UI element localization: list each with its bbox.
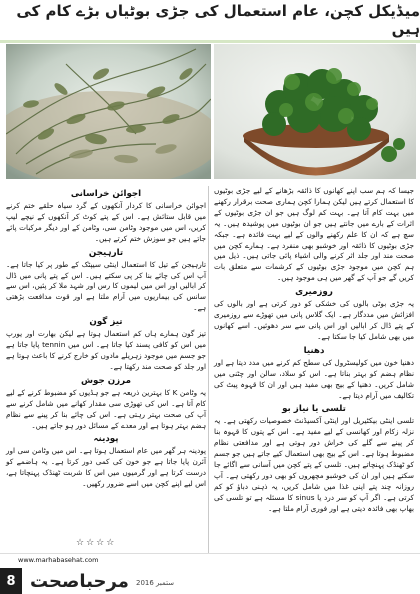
website-url[interactable]: www.marhabasehat.com	[18, 556, 99, 564]
heading-parsley: اجوائن خراسانی	[70, 189, 142, 199]
column-divider	[208, 186, 209, 554]
article-column-left	[6, 186, 206, 552]
intro-paragraph: جیسا کہ ہم سب اپنے کھانوں کا ذائقہ بڑھانے کے لیے جڑی بوٹیوں کا استعمال کرتے ہیں لیکن ہمارا کچن ہماری صحت برقرار رکھنے میں بہت کام آتا ہے۔ بہت کم لوگ ہیں جو ان جڑی بوٹیوں کے اثرات کے بارے میں جانتے ہیں جو ان بوٹیوں میں پوشیدہ ہیں۔ یہ سچ ہے کہ ان کا علم رکھنے والوں کے لیے بہت فائدہ ہے۔ جبکہ جڑی بوٹیوں کا ذائقہ اور خوشبو بھی منفرد ہے۔ ہمارے کچن میں صحت مند اور جلد اثر کرنے والی اشیاء پائی جاتی ہیں۔ ذیل میں ہم کچن میں موجود جڑی بوٹیوں کے کرشمات سے متعلق بات کریں گے جو آپ کے گھر میں ہی موجود ہیں۔	[214, 186, 414, 283]
mint-paragraph: پودینہ ہر گھر میں عام استعمال ہوتا ہے۔ اس میں وٹامن سی اور آئرن پایا جاتا ہے جو خون کی کمی دور کرتا ہے۔ یہ ہاضمے کو درست کرتا ہے اور گرمیوں میں اس کا شربت ٹھنڈک پہنچاتا ہے، اس لیے اپنے کچن میں اسے ضرور رکھیں۔	[6, 446, 206, 489]
fresh-parsley-photo	[214, 44, 416, 179]
marjoram-paragraph: یہ وٹامن K کا بہترین ذریعہ ہے جو ہڈیوں کو مضبوط کرنے کے لیے کام آتا ہے۔ اس کی تھوڑی سی مقدار کھانے میں شامل کرنے سے آپ کی صحت بہتر رہتی ہے۔ اس کی چائے بنا کر پینے سے نظام ہضم بہتر ہوتا ہے اور معدے کے مسائل دور ہو جاتے ہیں۔	[6, 387, 206, 430]
article-column-right	[214, 186, 414, 552]
article-title: میڈیکل کچن، عام استعمال کی جڑی بوٹیاں بڑے کام کی ہیں	[16, 2, 420, 38]
parsley-paragraph: اجوائن خراسانی کا کردار آنکھوں کے گرد سیاہ حلقے ختم کرنے میں قابل ستائش ہے۔ اس کے پتے کوٹ کر آنکھوں کے نیچے لیپ کریں، اس میں موجود وٹامن سی، وٹامن کے اور دیگر مرکبات پائے جاتے ہیں جو سوزش ختم کرتے ہیں۔	[6, 201, 206, 243]
heading-mint: پودینہ	[93, 434, 119, 445]
end-ornament: ☆☆☆☆	[76, 538, 117, 548]
title-rule	[0, 40, 420, 43]
tarragon-paragraph: تارہیجن کے تیل کا استعمال اینٹی سیپٹک کے طور پر کیا جاتا ہے۔ آپ اس کی چائے بنا کر پی سکتے ہیں۔ اس کے پتے پانی میں ڈال کر ابالیں اور اس میں لیموں کا رس اور شہد ملا کر پئیں، اس سے سانس کی بیماریوں میں آرام ملتا ہے اور قوت مدافعت بڑھتی ہے۔	[6, 259, 206, 313]
heading-marjoram: مرزن جوش	[81, 375, 131, 386]
page-footer	[0, 568, 420, 594]
coriander-paragraph: دھنیا خون میں کولیسٹرول کی سطح کم کرنے میں مدد دیتا ہے اور نظام ہضم کو بہتر بناتا ہے۔ اس کو سلاد، سالن اور چٹنی میں شامل کریں۔ دھنیا کے بیج بھی مفید ہیں اور ان کا قہوہ پیٹ کی تکالیف میں آرام دیتا ہے۔	[214, 357, 414, 400]
footer-rule	[0, 553, 420, 554]
issue-date: 2016 ستمبر	[136, 579, 175, 587]
basil-paragraph: تلسی اینٹی بیکٹیریل اور اینٹی آکسیڈنٹ خصوصیات رکھتی ہے۔ یہ نزلہ زکام اور کھانسی کے لیے مفید ہے۔ اس کے پتوں کا قہوہ بنا کر پینے سے گلے کی خراش دور ہوتی ہے اور مدافعتی نظام مضبوط ہوتا ہے۔ اس کے بیج بھی استعمال کیے جاتے ہیں جو جسم کو ٹھنڈک پہنچاتے ہیں۔ تلسی کے پتے کچن میں آسانی سے اگائے جا سکتے ہیں اور ان کی خوشبو مچھروں کو بھی دور رکھتی ہے۔ آپ روزانہ چند پتے اپنی غذا میں شامل کریں، یہ ذہنی دباؤ کو کم کرتی ہے۔ اگر آپ کو سر درد یا sinus کا مسئلہ ہے تو تلسی کی بھاپ بھی فائدہ دیتی ہے اور فوری آرام ملتا ہے۔	[214, 416, 414, 513]
heading-coriander: دھنیا	[303, 345, 325, 356]
dried-herbs-photo	[6, 44, 211, 179]
magazine-logo: مرحباصحت	[30, 570, 129, 592]
heading-rosemary: روزمیری	[295, 287, 333, 298]
page-number: 8	[0, 568, 22, 594]
heading-basil: تلسی یا نیاز بو	[282, 404, 346, 415]
heading-tarragon: تارہیجن	[88, 247, 124, 258]
dried-herbs-illustration	[6, 44, 211, 179]
bay-leaf-paragraph: تیز گون ہمارے ہاں کم استعمال ہوتا ہے لیکن بھارت اور یورپ میں اس کو کافی پسند کیا جاتا ہے۔ اس میں tennin پایا جاتا ہے جو جسم میں موجود زہریلے مادوں کو خارج کرنے کا باعث ہوتا ہے اور جلد کو صحت مند رکھتا ہے۔	[5, 329, 206, 371]
heading-bay-leaf: تیز گون	[89, 317, 123, 328]
parsley-bowl-illustration	[214, 44, 416, 179]
rosemary-paragraph: یہ جڑی بوٹی بالوں کی خشکی کو دور کرتی ہے اور بالوں کی افزائش میں مددگار ہے۔ ایک گلاس پانی میں تھوڑے سے روزمیری کے پتے ڈال کر ابالیں اور اس پانی سے سر دھوئیں۔ اسے کھانوں میں بھی شامل کیا جا سکتا ہے۔	[214, 299, 414, 341]
